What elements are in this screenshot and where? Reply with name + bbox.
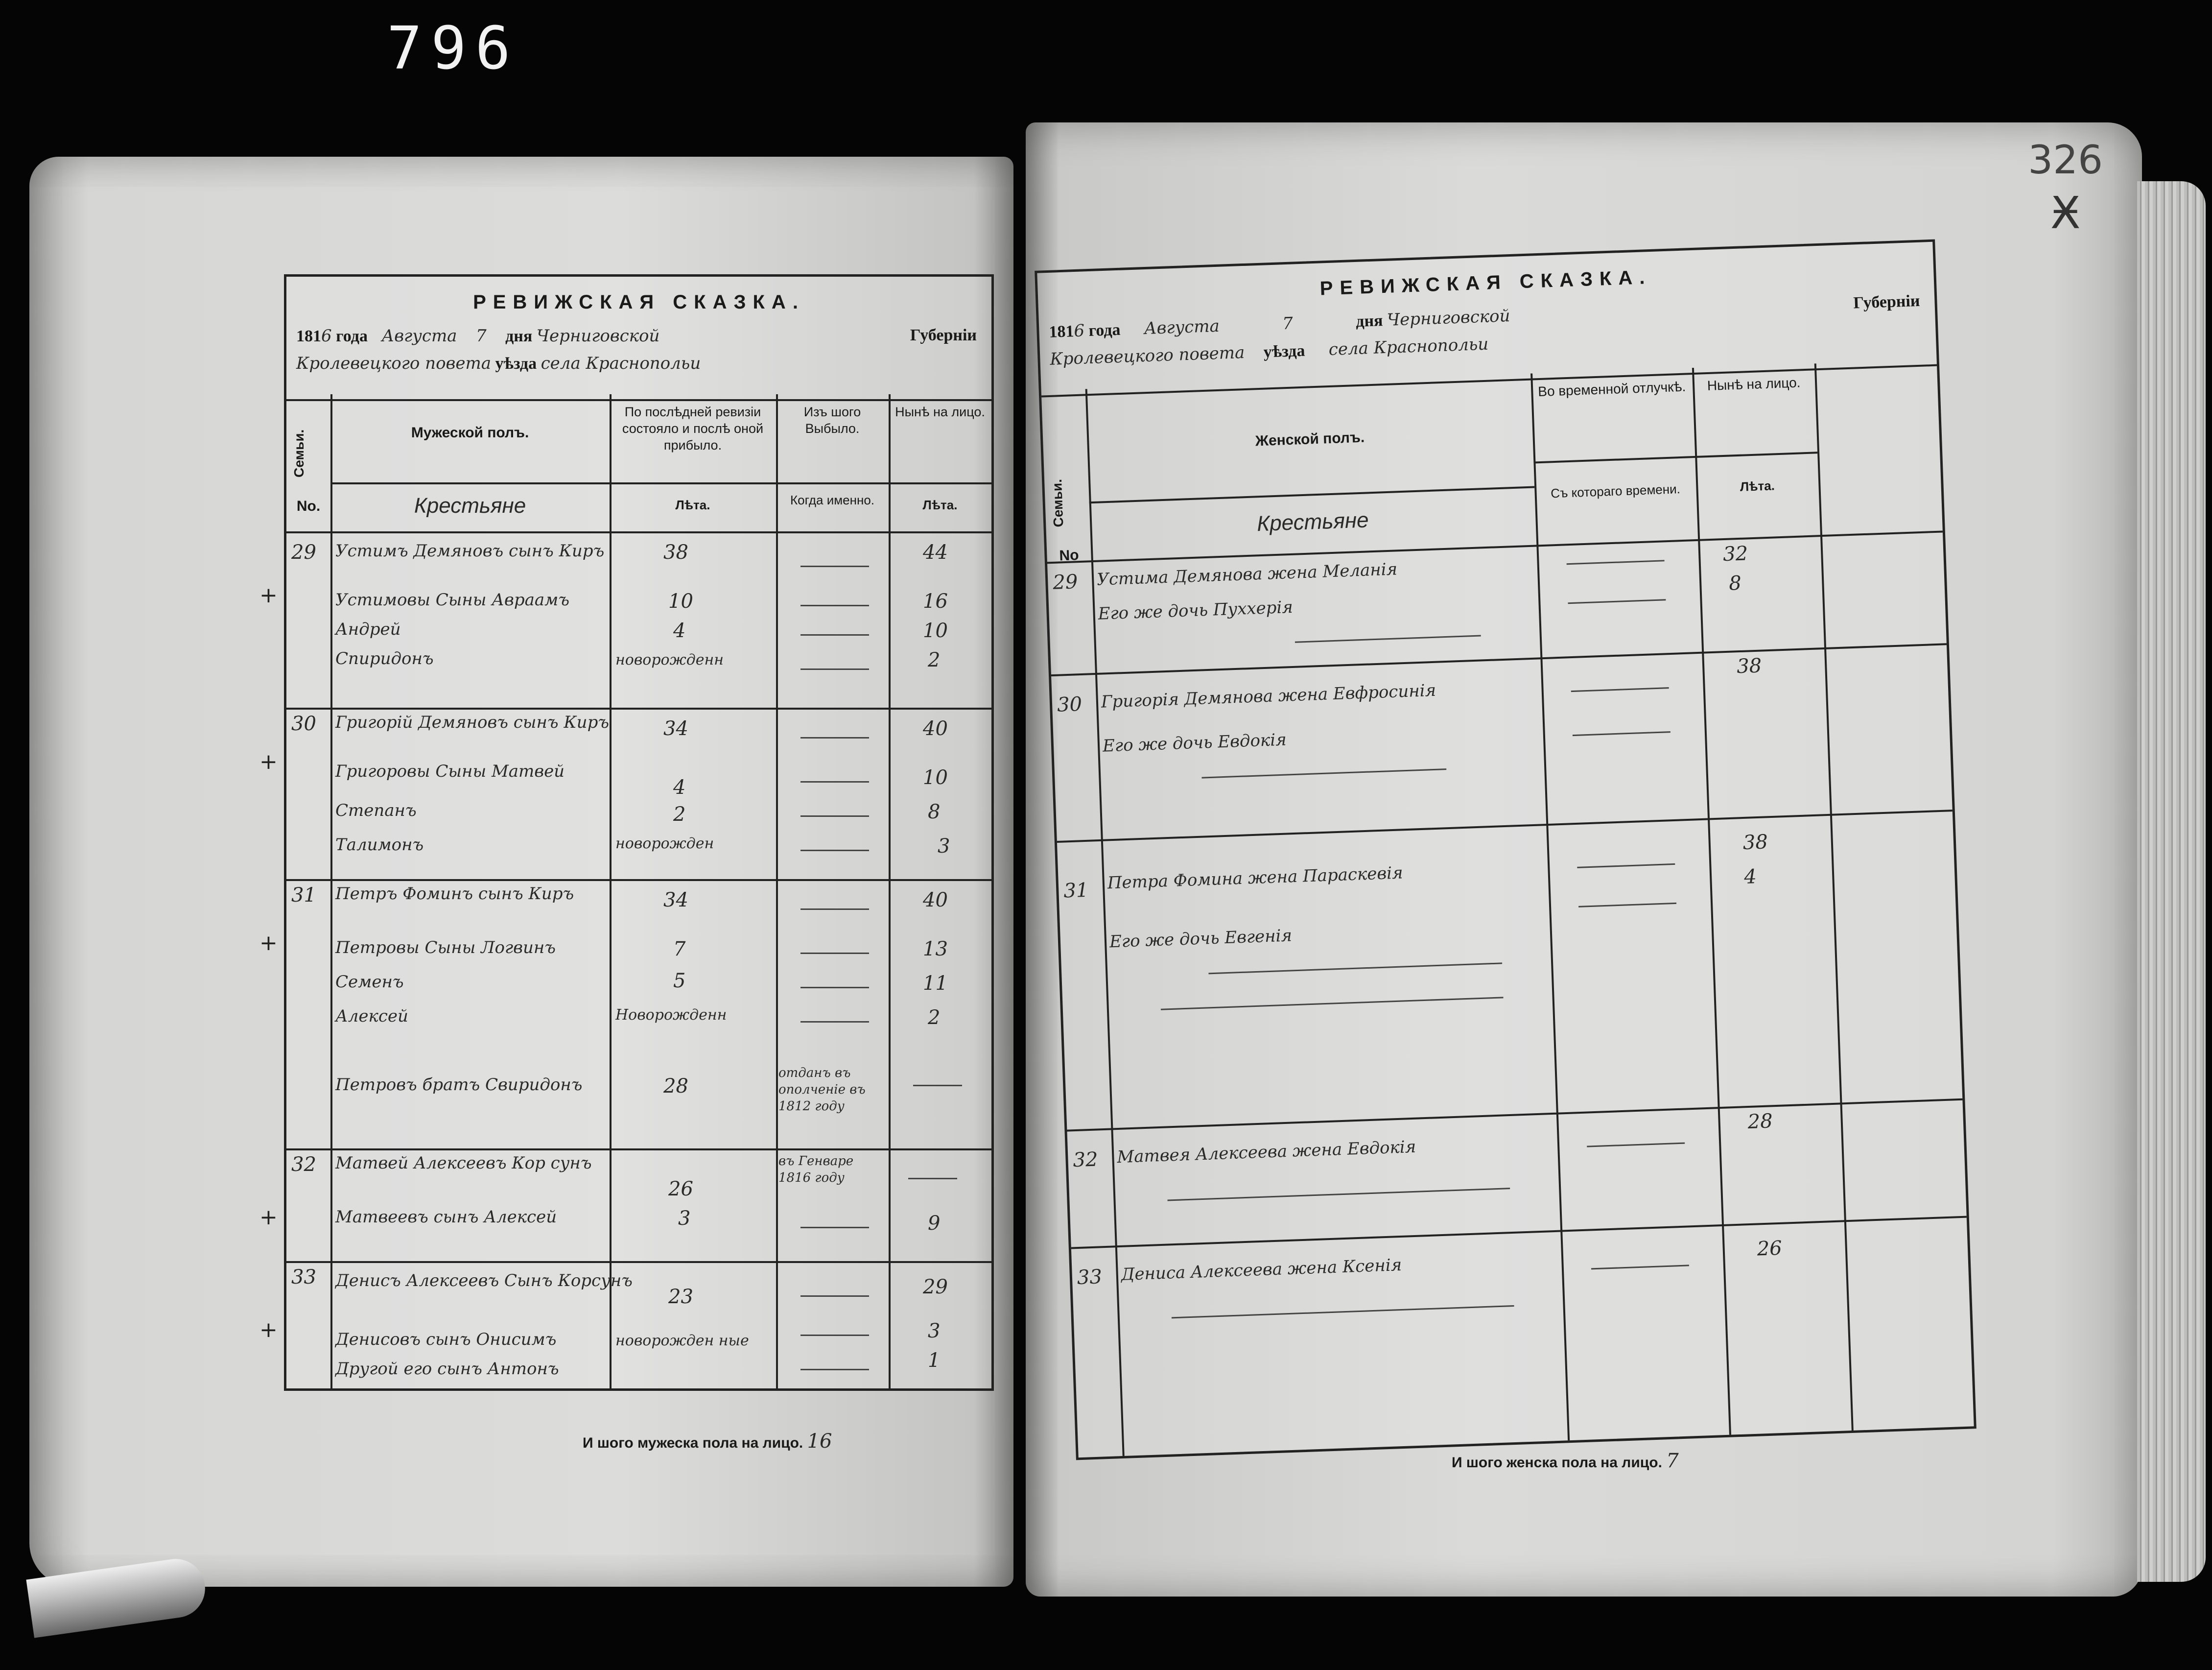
god-label: года — [336, 327, 368, 345]
age-now: 8 — [1728, 572, 1742, 595]
entry-line: Спиридонъ — [335, 649, 434, 668]
dnya-label: дня — [505, 327, 533, 345]
entry-line: Григорія Демянова жена Евфросинія — [1101, 680, 1436, 712]
age-rev: 26 — [668, 1178, 693, 1200]
entry-line: Григоровы Сыны Матвей — [335, 762, 565, 781]
god-label: года — [1088, 320, 1121, 340]
entry-line: Дениса Алексеева жена Ксенія — [1121, 1255, 1402, 1285]
entry-line: Петра Фомина жена Параскевія — [1107, 863, 1404, 893]
age-rev: новорожденн — [615, 651, 724, 668]
plus-mark: + — [259, 930, 278, 955]
age-rev: 2 — [673, 803, 686, 826]
col-family-header: Семьи. — [1049, 478, 1066, 528]
table-body — [286, 394, 991, 1388]
family-number: 32 — [1072, 1148, 1099, 1172]
left-when-note: въ Генваре 1816 году — [778, 1154, 854, 1185]
female-total-footer — [1452, 1450, 1679, 1472]
left-page — [29, 157, 1013, 1587]
table-body — [1041, 359, 1974, 1458]
age-rev: 10 — [668, 590, 693, 613]
family-number: 29 — [291, 541, 316, 564]
age-rev: 4 — [673, 776, 686, 799]
age-rev: 4 — [673, 620, 686, 642]
left-when-note: отданъ въ ополченіе въ 1812 году — [778, 1066, 866, 1114]
frame-number: 796 — [387, 15, 519, 83]
dnya-label: дня — [1355, 311, 1384, 331]
col-no-header: No. — [296, 498, 321, 514]
age-rev: новорожден ные — [615, 1332, 749, 1349]
female-total-label: И шого женска пола на лицо. — [1452, 1455, 1662, 1471]
family-number: 31 — [291, 884, 316, 907]
col-now-header: Нынѣ на лицо. — [895, 405, 985, 419]
age-now: 2 — [928, 649, 941, 671]
form-title: РЕВИЖСКАЯ СКАЗКА. — [473, 291, 805, 313]
entry-line: Его же дочь Пуххерія — [1097, 597, 1294, 624]
age-now: 16 — [923, 590, 948, 613]
age-now: 10 — [923, 620, 948, 642]
age-now: 28 — [1747, 1110, 1773, 1134]
entry-line: Алексей — [335, 1006, 408, 1026]
age-now: 38 — [1736, 654, 1762, 678]
uezda-label: уѣзда — [495, 355, 537, 373]
male-total-label: И шого мужеска пола на лицо. — [583, 1435, 803, 1451]
entry-line: Другой его сынъ Антонъ — [335, 1359, 559, 1379]
gubernii-label: Губерніи — [910, 326, 977, 344]
age-rev: 7 — [673, 938, 686, 960]
family-number: 32 — [291, 1153, 316, 1176]
age-rev: 23 — [668, 1286, 693, 1308]
age-now: 3 — [928, 1320, 941, 1342]
female-total-value: 7 — [1666, 1450, 1679, 1472]
col-left-header: Изъ шого Выбыло. — [803, 405, 861, 436]
plus-mark: + — [259, 749, 278, 774]
form-title: РЕВИЖСКАЯ СКАЗКА. — [1319, 266, 1652, 300]
age-rev: Новорожденн — [615, 1006, 727, 1024]
folio — [2028, 137, 2103, 239]
revision-form-male — [284, 274, 994, 1391]
col-now-sub: Лѣта. — [1740, 478, 1775, 494]
binding-clip — [26, 1555, 209, 1638]
folio-mark: Ӿ — [2050, 188, 2081, 239]
plus-mark: + — [259, 583, 278, 608]
col-female-header: Женской полъ. — [1255, 429, 1365, 450]
age-now: 29 — [923, 1276, 948, 1298]
age-rev: 34 — [663, 717, 688, 740]
age-now: 44 — [923, 541, 948, 564]
col-temp-sub: Съ котораго времени. — [1550, 481, 1681, 501]
age-now: 40 — [923, 889, 948, 911]
age-rev: 5 — [673, 970, 686, 992]
year-hand: 6 — [321, 326, 332, 346]
district-hand: Кролевецкого повета — [1049, 342, 1245, 369]
age-rev: 38 — [663, 541, 688, 564]
age-now: 40 — [923, 717, 948, 740]
folio-number: 326 — [2028, 137, 2103, 183]
col-last-rev-header: По послѣдней ревизіи состояло и послѣ оной прибыло. — [622, 405, 764, 453]
province-hand: Черниговской — [1387, 306, 1511, 330]
entry-line: Устимовы Сыны Авраамъ — [335, 590, 569, 610]
revision-form-female — [1035, 239, 1977, 1460]
male-total-value: 16 — [807, 1430, 832, 1453]
page-edge — [2137, 181, 2206, 1582]
col-male-header: Мужеской полъ. — [411, 425, 529, 441]
gubernii-label: Губерніи — [1853, 291, 1921, 312]
col-now-sub: Лѣта. — [922, 498, 958, 512]
plus-mark: + — [259, 1205, 278, 1230]
age-now: 13 — [923, 938, 948, 960]
age-now: 1 — [928, 1349, 941, 1372]
age-now: 4 — [1743, 865, 1757, 889]
day-hand: 7 — [475, 326, 487, 346]
col-last-rev-sub: Лѣта. — [675, 498, 710, 512]
age-now: 26 — [1756, 1237, 1783, 1261]
entry-line: Устима Демянова жена Меланія — [1096, 559, 1398, 590]
age-now: 11 — [923, 972, 948, 995]
right-page — [1026, 122, 2142, 1597]
estate-label: Крестьяне — [414, 494, 526, 518]
village-hand: села Краснопольи — [541, 354, 701, 373]
family-number: 31 — [1063, 879, 1089, 903]
form-header — [286, 277, 991, 401]
col-temp-header: Во временной отлучкѣ. — [1537, 379, 1686, 400]
entry-line: Андрей — [335, 620, 401, 639]
entry-line: Семенъ — [335, 972, 404, 992]
year-hand: 6 — [1073, 321, 1085, 341]
entry-line: Устимъ Демяновъ сынъ Киръ — [335, 541, 605, 561]
entry-line: Степанъ — [335, 801, 417, 820]
entry-line: Денисовъ сынъ Онисимъ — [335, 1330, 557, 1349]
entry-line: Матвеевъ сынъ Алексей — [335, 1207, 557, 1227]
age-now: 3 — [938, 835, 950, 858]
age-rev: новорожден — [615, 835, 714, 852]
col-no-header: No — [1059, 547, 1080, 564]
entry-line: Петръ Фоминъ сынъ Киръ — [335, 884, 574, 904]
district-line — [296, 354, 982, 373]
col-now-header: Нынѣ на лицо. — [1707, 375, 1801, 394]
age-now: 32 — [1722, 542, 1748, 566]
age-rev: 28 — [663, 1075, 688, 1097]
entry-line: Денисъ Алексеевъ Сынъ Корсунъ — [335, 1271, 633, 1290]
month-hand: Августа — [381, 326, 457, 346]
age-now: 8 — [928, 801, 941, 823]
entry-line: Григорій Демяновъ сынъ Киръ — [335, 713, 609, 732]
estate-label: Крестьяне — [1256, 508, 1369, 536]
family-number: 33 — [291, 1266, 316, 1288]
date-line — [296, 326, 982, 346]
district-hand: Кролевецкого повета — [296, 354, 491, 373]
male-total-footer — [583, 1430, 832, 1453]
col-left-sub: Когда именно. — [790, 493, 875, 507]
plus-mark: + — [259, 1317, 278, 1342]
age-now: 38 — [1742, 831, 1768, 855]
family-number: 30 — [1057, 693, 1082, 716]
family-number: 30 — [291, 713, 316, 735]
year-print: 181 — [1048, 322, 1075, 341]
uezda-label: уѣзда — [1263, 341, 1305, 361]
entry-line: Петровы Сыны Логвинъ — [335, 938, 556, 957]
village-hand: села Краснопольи — [1328, 334, 1489, 359]
entry-line: Его же дочь Евдокія — [1102, 730, 1287, 756]
entry-line: Матвея Алексеева жена Евдокія — [1116, 1137, 1416, 1168]
age-now: 9 — [928, 1212, 941, 1235]
age-rev: 34 — [663, 889, 688, 911]
entry-line: Матвей Алексеевъ Кор сунъ — [335, 1153, 592, 1173]
age-now: 10 — [923, 766, 948, 789]
province-hand: Черниговской — [536, 326, 660, 346]
entry-line: Его же дочь Евгенія — [1109, 926, 1293, 952]
year-print: 181 — [296, 327, 321, 345]
col-family-header: Семьи. — [291, 429, 306, 477]
day-hand: 7 — [1282, 313, 1294, 334]
family-number: 29 — [1052, 571, 1079, 594]
entry-line: Талимонъ — [335, 835, 424, 855]
age-now: 2 — [928, 1006, 941, 1029]
age-rev: 3 — [678, 1207, 691, 1230]
family-number: 33 — [1077, 1265, 1103, 1289]
month-hand: Августа — [1144, 316, 1220, 339]
entry-line: Петровъ братъ Свиридонъ — [335, 1075, 583, 1095]
